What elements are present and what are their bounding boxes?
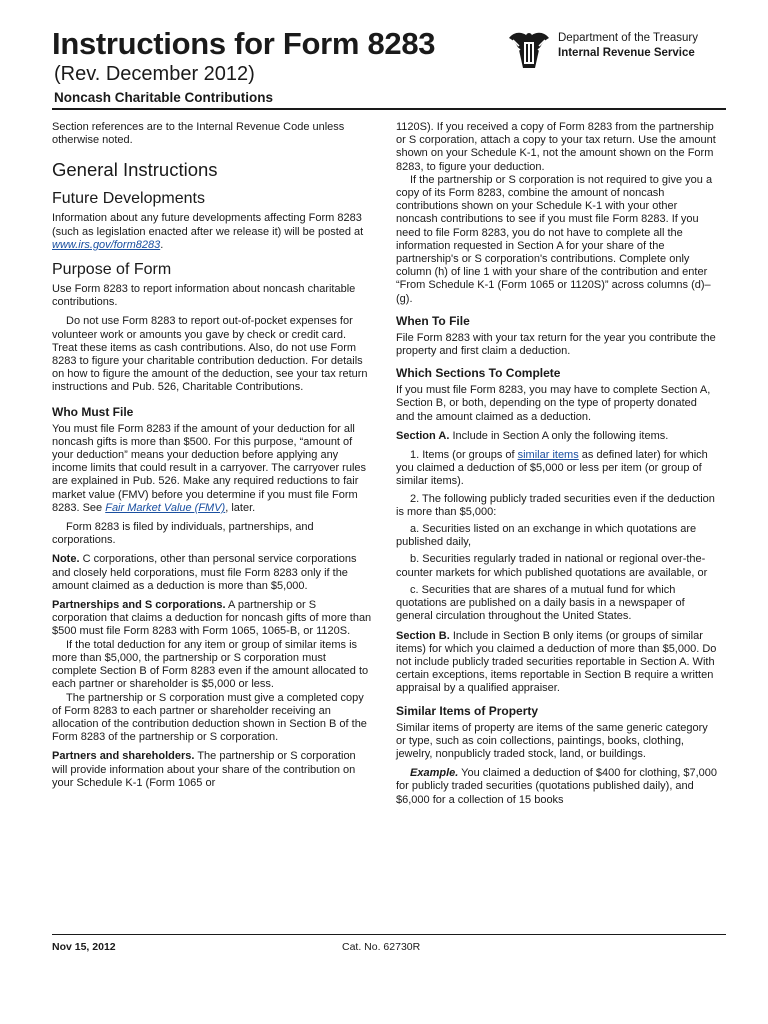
- who-text-end: , later.: [225, 501, 256, 514]
- partners-label: Partners and shareholders.: [52, 750, 195, 763]
- continued-paragraph-2: If the partnership or S corporation is not required to give you a copy of its Form 8283, combine the amount of noncash contributions shown on your Schedule K-1 with your other noncash contributions to see if you must file Form 8283. If you need to file Form 8283, you do not have to complete all the information requested in Section A for your share of the partnership's or S corporation's contributions. Complete only column (h) of line 1 with your share of the contribution and enter “From Schedule K-1 (Form 1065 or 1120S)” across columns (d)–(g).: [396, 173, 713, 305]
- note-label: Note.: [52, 553, 80, 566]
- document-title: Instructions for Form 8283: [52, 26, 436, 61]
- fmv-link[interactable]: Fair Market Value (FMV): [105, 501, 226, 514]
- partners-paragraph: [52, 750, 372, 790]
- partnerships-paragraph-2: If the total deduction for any item or group of similar items is more than $5,000, the partnership or S corporation must complete Section B of Form 8283 even if the amount allocated to each partner or shareholder is $5,000 or less.: [52, 638, 369, 691]
- similar-items-heading: Similar Items of Property: [396, 703, 539, 718]
- agency-name: Internal Revenue Service: [558, 47, 695, 59]
- who-text: You must file Form 8283 if the amount of your deduction for all noncash gifts is more than $500. For this purpose, “amount of your deduction” means your deduction before applying any income limits that could result in a carryover. The carryover rules are explained in Pub. 526. Make any required reductions to fair market value (FMV) before you determine if you must file Form 8283. See: [52, 422, 367, 514]
- purpose-paragraph-1: Use Form 8283 to report information about noncash charitable contributions.: [52, 283, 356, 309]
- department-name: Department of the Treasury: [558, 32, 698, 44]
- who-must-file-paragraph: [52, 423, 372, 515]
- section-a-item-2: 2. The following publicly traded securities even if the deduction is more than $5,000:: [396, 492, 715, 518]
- catalog-number: Cat. No. 62730R: [342, 941, 421, 953]
- who-must-file-heading: Who Must File: [52, 404, 134, 419]
- purpose-heading: Purpose of Form: [52, 261, 172, 279]
- header-rule: [52, 108, 726, 110]
- section-a-paragraph: [396, 430, 718, 443]
- section-a-item-1: [396, 449, 718, 489]
- partners-text: The partnership or S corporation will provide information about your share of the contribution on your Schedule K-1 (Form 1065 or: [52, 750, 356, 789]
- future-developments-paragraph: Information about any future developments affecting Form 8283 (such as legislation enacted after we release it) will be posted at www.irs.gov/form8283.: [52, 212, 364, 251]
- when-to-file-heading: When To File: [396, 313, 470, 328]
- section-a-label: Section A.: [396, 429, 450, 442]
- footer-rule: [52, 934, 726, 935]
- which-sections-paragraph: If you must file Form 8283, you may have to complete Section A, Section B, or both, depending on the type of property donated and the amount claimed as a deduction.: [396, 384, 711, 423]
- partnerships-label: Partnerships and S corporations.: [52, 599, 226, 612]
- general-instructions-heading: General Instructions: [52, 159, 218, 181]
- intro-paragraph: Section references are to the Internal Revenue Code unless otherwise noted.: [52, 121, 345, 147]
- item1-post: as defined later) for which you claimed a deduction of $5,000 or less per item (or group of similar items).: [396, 449, 708, 488]
- partnerships-paragraph: [52, 599, 372, 639]
- note-paragraph: [52, 553, 372, 593]
- similar-items-link[interactable]: similar items: [517, 449, 579, 462]
- left-column: [52, 121, 372, 796]
- example-text: You claimed a deduction of $400 for clothing, $7,000 for publicly traded securities (quotations published daily), and $6,000 for a collection of 15 books: [396, 767, 718, 806]
- future-developments-heading: Future Developments: [52, 190, 205, 208]
- section-a-item-2b: b. Securities regularly traded in national or regional over-the-counter markets for which published quotations are available, or: [396, 553, 708, 579]
- purpose-paragraph-2: Do not use Form 8283 to report out-of-pocket expenses for volunteer work or amounts you gave by check or credit card. Treat these items as cash contributions. Also, do not use Form 8283 to figure your charitable contribution deduction. For details on how to figure the amount of the deduction, see your tax return instructions and Pub. 526, Charitable Contributions.: [52, 315, 368, 394]
- similar-items-paragraph: Similar items of property are items of the same generic category or type, such as coin collections, paintings, books, clothing, jewelry, nonpublicly traded stock, land, or buildings.: [396, 721, 708, 760]
- when-to-file-paragraph: File Form 8283 with your tax return for the year you contribute the property and first claim a deduction.: [396, 331, 716, 358]
- partnerships-text: A partnership or S corporation that claims a deduction for noncash gifts of more than $500 must file Form 8283 with Form 1065, 1065-B, or 1120S.: [52, 599, 372, 638]
- revision-date: (Rev. December 2012): [54, 63, 255, 85]
- right-column: [396, 121, 718, 813]
- note-text: C corporations, other than personal service corporations and closely held corporations, must file Form 8283 only if the amount claimed as a deduction is more than $5,000.: [52, 553, 357, 592]
- footer-date: Nov 15, 2012: [52, 941, 116, 953]
- agency-block: [558, 31, 698, 61]
- section-a-text: Include in Section A only the following items.: [452, 429, 669, 442]
- form8283-link[interactable]: www.irs.gov/form8283: [52, 238, 161, 251]
- section-a-item-2c: c. Securities that are shares of a mutual fund for which quotations are published on a daily basis in a newspaper of general circulation throughout the United States.: [396, 583, 685, 623]
- section-b-text: Include in Section B only items (or groups of similar items) for which you claimed a deduction of more than $5,000. Do not include publicly traded securities reportable in Section A. With certain exceptions, items reportable in Section B require a written appraisal by a qualified appraiser.: [396, 629, 717, 695]
- example-label: Example.: [410, 767, 459, 780]
- section-a-item-2a: a. Securities listed on an exchange in which quotations are published daily,: [396, 523, 697, 549]
- partnerships-paragraph-3: The partnership or S corporation must give a completed copy of Form 8283 to each partner or shareholder receiving an allocation of the contribution deduction shown in Section B of the Form 8283 of the partnership or S corporation.: [52, 691, 367, 744]
- which-sections-heading: Which Sections To Complete: [396, 366, 561, 381]
- who-must-file-paragraph-2: Form 8283 is filed by individuals, partnerships, and corporations.: [52, 521, 314, 547]
- future-text: Information about any future developments affecting Form 8283 (such as legislation enacted after we release it) will be posted at: [52, 212, 364, 238]
- example-paragraph: [396, 767, 718, 807]
- irs-eagle-logo-icon: [505, 28, 553, 72]
- section-b-paragraph: [396, 630, 718, 696]
- document-subtitle: Noncash Charitable Contributions: [54, 90, 274, 105]
- item1-pre: 1. Items (or groups of: [410, 449, 515, 462]
- section-b-label: Section B.: [396, 629, 450, 642]
- continued-paragraph-1: 1120S). If you received a copy of Form 8283 from the partnership or S corporation, attach a copy to your tax return. Use the amount shown on your Schedule K-1, not the amount shown on the Form 8283, to figure your deduction.: [396, 121, 716, 173]
